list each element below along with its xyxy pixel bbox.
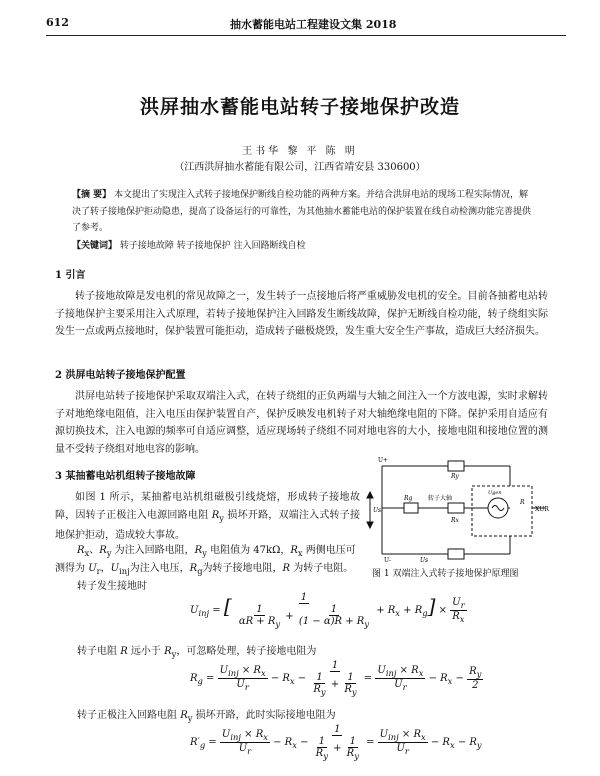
authors: 王书华 黎 平 陈 明 [242, 146, 358, 157]
label-us-bottom: Us [420, 557, 429, 564]
affiliation: （江西洪屏抽水蓄能有限公司，江西省靖安县 330600） [174, 162, 426, 173]
keywords [72, 238, 532, 251]
section-3-para3: 转子发生接地时 [77, 581, 147, 592]
label-xur: XUR [535, 506, 549, 513]
page-number: 612 [46, 16, 69, 29]
abstract-label: 【摘 要】 [72, 190, 112, 200]
label-rotor-axis: 转子大轴 [428, 495, 453, 502]
label-ry: Ry [451, 473, 459, 480]
section-2-text: 洪屏电站转子接地保护采取双端注入式，在转子绕组的正负两端与大轴之间注入一个方波电源，实时求解转子对地绝缘电阻值，注入电压由保护装置自产，保护反映发电机转子对大轴绝缘电阻的下降。保护采用自适应有源切换技术，注入电源的频率可自适应调整，适应现场转子绕组不同对地电容的大小，接地电阻和接地位置的测量不受转子绕组对地电容的影响。 [55, 391, 548, 455]
abstract-text: 本文提出了实现注入式转子接地保护断线自检功能的两种方案。并结合洪屏电站的现场工程实际情况，解决了转子接地保护拒动隐患，提高了设备运行的可靠性，为其他抽水蓄能电站的保护装置在线自动检测功能完善提供了参考。 [72, 190, 532, 233]
section-1-heading: 1 引言 [55, 270, 86, 281]
label-u-minus: U- [384, 557, 391, 564]
label-us: Us [373, 507, 382, 514]
journal-title: 抽水蓄能电站工程建设文集 2018 [230, 18, 397, 31]
equation-3: $R'_g$ = $\frac{U_{inj} \times R_x}{U_r}$ − $R_x$ − 1 $\frac{1}{R_y}$ + $\frac{1}{R_y}$ = $\frac{U_{inj} \times R_x}{U_r}$ − $R_x - R_y$ [190, 724, 482, 761]
section-3-para4: 转子电阻 R 远小于 $R_y$，可忽略处理，转子接地电阻为 [77, 646, 317, 659]
equation-2: $R_g$ = $\frac{U_{inj} \times R_x}{U_r}$ − $R_x$ − 1 $\frac{1}{R_y}$ + $\frac{1}{R_y}$ = $\frac{U_{inj} \times R_x}{U_r}$ − $R_x$ − $\frac{R_y}{2}$ [190, 660, 482, 697]
label-rx: Rx [451, 517, 459, 524]
header-rule [46, 35, 566, 36]
label-r: R [520, 499, 525, 506]
section-3-para5: 转子正极注入回路电阻 $R_y$ 损坏开路，此时实际接地电阻为 [77, 710, 336, 723]
section-3-para2: $R_x$、$R_y$ 为注入回路电阻，$R_y$ 电阻值为 47kΩ，$R_x$ 两侧电压可 [77, 545, 356, 558]
label-u-plus: U+ [378, 457, 389, 464]
section-1-text: 转子接地故障是发电机的常见故障之一，发生转子一点接地后将严重威胁发电机的安全。目前各抽蓄电站转子接地保护主要采用注入式原理，若转子接地保护注入回路发生断线故障，保护无断线自检功能，转子绕组实际发生一点或两点接地时，保护装置可能拒动，造成转子磁极烧毁，发生重大安全生产事故，造成巨大经济损失。 [55, 291, 548, 337]
section-3-heading: 3 某抽蓄电站机组转子接地故障 [55, 471, 196, 482]
figure-1-caption: 图 1 双端注入式转子接地保护原理图 [372, 569, 519, 579]
keywords-text: 转子接地故障 转子接地保护 注入回路断线自检 [119, 241, 306, 251]
label-rg: Rg [404, 495, 413, 502]
equation-1: $U_{inj}$ = [ 1 $\frac{1}{\alpha R + R_y}$ + $\frac{1}{(1 - \alpha)R + R_y}$ + $R_x + R_g$] × $\frac{U_r}{R_x}$ [190, 592, 465, 629]
abstract [72, 187, 532, 237]
keywords-label: 【关键词】 [72, 241, 118, 251]
section-3-para1: 如图 1 所示，某抽蓄电站机组磁极引线烧熔，形成转子接地故障，因转子正极注入电源回路电阻 $R_y$ 损坏开路，双端注入式转子接地保护拒动，造成较大事故。 [55, 492, 360, 541]
figure-1-circuit [360, 456, 560, 564]
section-3-para2-cont: 测得为 $U_r$，$U_{inj}$为注入电压，$R_g$为转子接地电阻，R 为转子电阻。 [55, 563, 354, 576]
section-2-heading: 2 洪屏电站转子接地保护配置 [55, 370, 186, 381]
paper-title: 洪屏抽水蓄能电站转子接地保护改造 [139, 96, 460, 118]
label-ugen: Ugen [488, 490, 502, 496]
